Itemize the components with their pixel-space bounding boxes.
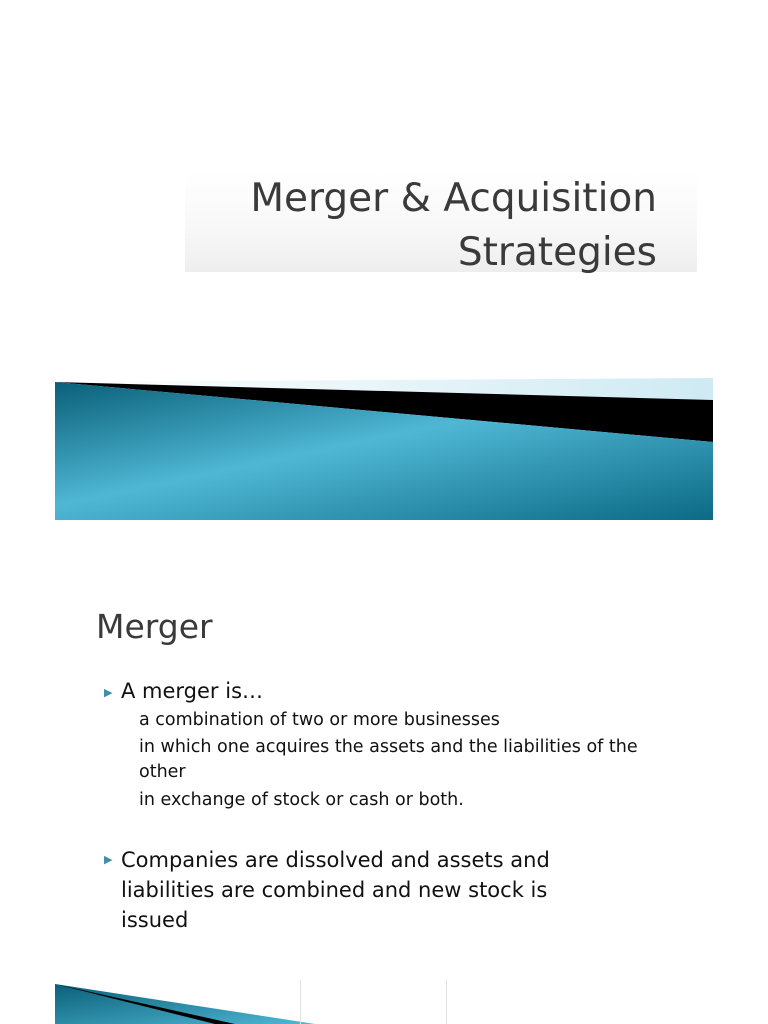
- decorative-banner: [55, 378, 713, 520]
- divider-line: [446, 980, 447, 1024]
- sub-bullet-3: in exchange of stock or cash or both.: [139, 790, 464, 810]
- triangle-right-icon: ▶: [104, 853, 113, 866]
- sub-bullet-1: a combination of two or more businesses: [139, 710, 500, 730]
- decorative-banner-partial: [55, 982, 315, 1024]
- title-line-2: Strategies: [457, 230, 657, 275]
- triangle-right-icon: ▶: [104, 686, 113, 699]
- sub-bullet-2: in which one acquires the assets and the liabilities of the other: [139, 737, 638, 782]
- title-line-1: Merger & Acquisition: [250, 176, 657, 221]
- presentation-title: [185, 172, 657, 280]
- bullet-text-2-line-2: liabilities are combined and new stock is: [121, 878, 548, 902]
- bullet-text-2-line-1: Companies are dissolved and assets and: [121, 848, 550, 872]
- slide-title: Merger: [96, 607, 213, 646]
- divider-line: [300, 980, 301, 1024]
- bullet-text-2-line-3: issued: [121, 908, 189, 932]
- bullet-text-1: A merger is…: [121, 679, 264, 703]
